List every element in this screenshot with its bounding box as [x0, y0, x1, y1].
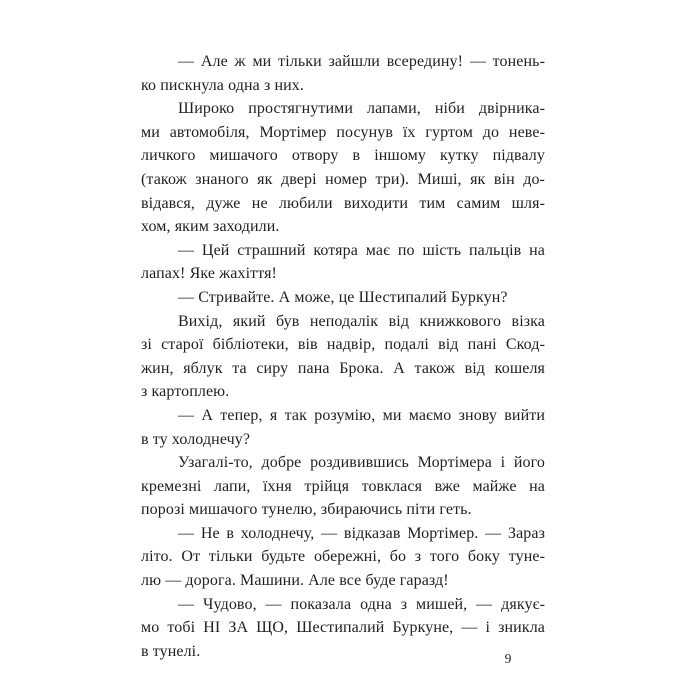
text-line: — Не в холоднечу, — відказав Мортімер. — Зараз	[178, 524, 545, 542]
text-line: лапах! Яке жахіття!	[141, 265, 277, 283]
page-number: 9	[504, 651, 512, 666]
text-line: ко пискнула одна з них.	[141, 76, 304, 94]
text-line: лю — дорога. Машини. Але все буде гаразд!	[141, 572, 449, 590]
text-line: порозі мишачого тунелю, збираючись піти геть.	[141, 501, 472, 519]
text-line: ми автомобіля, Мортімер посунув їх гуртом до неве-	[141, 123, 545, 141]
text-line: кремезні лапи, їхня трійця товклася вже майже на	[141, 477, 545, 495]
text-line: Узагалі-то, добре роздивившись Мортімера і його	[178, 454, 545, 472]
text-line: личкого мишачого отвору в іншому кутку підвалу	[141, 147, 545, 165]
text-line: літо. От тільки будьте обережні, бо з того боку туне-	[141, 548, 545, 566]
text-line: жин, яблук та сиру пана Брока. А також від кошеля	[141, 359, 545, 377]
text-line: відався, дуже не любили виходити тим самим шля-	[141, 194, 545, 212]
text-line: Вихід, який був неподалік від книжкового візка	[178, 312, 545, 330]
text-line: хом, яким заходили.	[141, 218, 280, 236]
text-line: зі старої бібліотеки, вів надвір, подалі від пані Скод-	[141, 336, 545, 354]
text-line: — Стривайте. А може, це Шестипалий Буркун?	[178, 288, 508, 306]
text-line: в ту холоднечу?	[141, 430, 251, 448]
text-line: мо тобі НІ ЗА ЩО, Шестипалий Буркуне, — і зникла	[141, 619, 545, 637]
text-line: Широко простягнутими лапами, ніби двірника-	[178, 100, 545, 118]
text-line: в тунелі.	[141, 642, 201, 660]
text-line: з картоплею.	[141, 383, 230, 401]
text-line: — Цей страшний котяра має по шість пальців на	[178, 241, 545, 259]
text-block	[141, 50, 545, 663]
text-line: (також знаного як двері номер три). Миші, як він до-	[141, 170, 545, 188]
text-line: — А тепер, я так розумію, ми маємо знову вийти	[178, 406, 545, 424]
text-line: — Але ж ми тільки зайшли всередину! — тонень-	[178, 53, 545, 70]
text-line: — Чудово, — показала одна з мишей, — дякує-	[178, 595, 545, 613]
